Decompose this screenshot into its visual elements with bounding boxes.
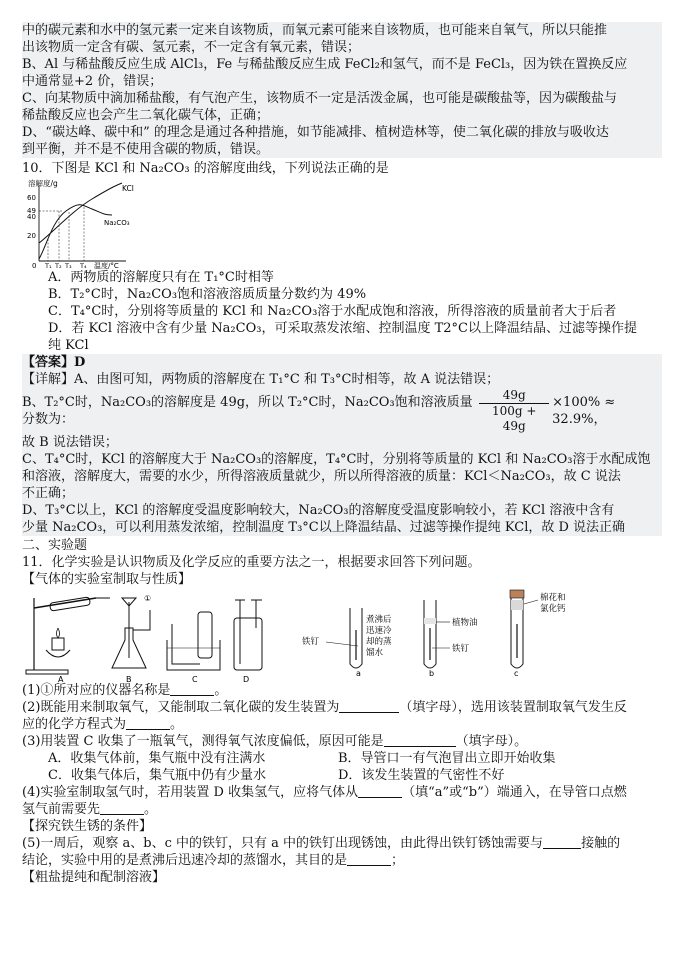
- q11-line-4c: [22, 801, 662, 818]
- y-tick-40: 40: [27, 213, 36, 221]
- explain-c-2: 和溶液，溶解度大，需要的水少，所得溶液质量就少，所以所得溶液的质量：KCl＜Na₂CO₃，故 C 说法: [22, 469, 621, 484]
- explain-d-2: 少量 Na₂CO₃，可以利用蒸发浓缩，控制温度 T₃°C以上降温结晶、过滤等操作提纯 KCl，故 D 说法正确: [22, 520, 626, 535]
- fraction-denominator: 100g + 49g: [492, 404, 537, 433]
- tube-c: c: [514, 669, 519, 678]
- text-line: 中通常显+2 价，错误；: [22, 74, 163, 89]
- q11-5-end: ；: [391, 853, 405, 868]
- q11-4-text-b: （填“a”或“b”）端通入，在导管口点燃: [402, 785, 627, 800]
- y-tick-60: 60: [27, 194, 36, 202]
- water-label-4: 馏水: [366, 648, 384, 658]
- apparatus-figure: [22, 588, 662, 682]
- oil-label: 植物油: [452, 618, 478, 628]
- option-b: B．T₂°C时，Na₂CO₃饱和溶液溶质质量分数约为 49%: [48, 287, 367, 302]
- tube-a: a: [356, 669, 361, 678]
- apparatus-c: [167, 612, 220, 682]
- sub-heading-rust: 【探究铁生锈的条件】: [22, 819, 153, 834]
- circle-label: ①: [144, 594, 152, 603]
- answer-blank-5[interactable]: [358, 785, 402, 798]
- label-a: A: [58, 675, 64, 682]
- q11-5-text: (5)一周后，观察 a、b、c 中的铁钉，只有 a 中的铁钉出现锈蚀，由此得出铁钉锈蚀需要与: [22, 836, 544, 851]
- text-line: 到平衡，并不是不使用含碳的物质，错误。: [22, 142, 270, 157]
- option-c: C．T₄°C时，分别将等质量的 KCl 和 Na₂CO₃溶于水配成饱和溶液，所得溶液的质量前者大于后者: [48, 304, 617, 319]
- q10-answer-block: [22, 354, 662, 536]
- kcl-curve: [39, 183, 122, 243]
- dashed-49-label: 49: [27, 207, 36, 215]
- explain-b-result: ×100% ≈ 32.9%，: [552, 395, 616, 427]
- sub-heading-salt: 【粗盐提纯和配制溶液】: [22, 870, 166, 885]
- fraction-numerator: 49g: [479, 388, 549, 404]
- explain-b: B、T₂°C时，Na₂CO₃的溶解度是 49g，所以 T₂°C时，Na₂CO₃饱和溶液质量分数为：: [22, 395, 473, 427]
- q11-2-text-c: 应的化学方程式为: [22, 717, 127, 732]
- label-d: D: [243, 675, 250, 682]
- fraction: [479, 388, 549, 434]
- option-d: D．若 KCl 溶液中含有少量 Na₂CO₃，可采取蒸发浓缩、控制温度 T2°C以上降温结晶、过滤等操作提: [48, 321, 637, 336]
- y-tick-0: 0: [32, 262, 37, 269]
- answer-blank-3[interactable]: [126, 717, 170, 730]
- cotton-label-1: 棉花和: [540, 593, 566, 603]
- x-tick-t1: T₁: [45, 262, 52, 269]
- q11-2-end: 。: [170, 717, 184, 732]
- explain-b-end: 故 B 说法错误；: [22, 435, 118, 450]
- q11-line-5: [22, 835, 662, 852]
- q11-4-end: 。: [144, 802, 158, 817]
- q11-3-option-c: C．收集气体后，集气瓶中仍有少量水: [48, 768, 266, 783]
- answer-blank-8[interactable]: [347, 853, 391, 866]
- sub-heading-gas: 【气体的实验室制取与性质】: [22, 572, 192, 587]
- document-page: [22, 22, 662, 886]
- explain-d: D、T₃°C以上，KCl 的溶解度受温度影响较大，Na₂CO₃的溶解度受温度影响较小，若 KCl 溶液中含有: [22, 503, 615, 518]
- answer-blank-1[interactable]: [170, 683, 214, 696]
- question-11-stem: 11．化学实验是认识物质及化学反应的重要方法之一，根据要求回答下列问题。: [22, 555, 481, 570]
- na2co3-label: Na₂CO₃: [104, 219, 130, 227]
- y-axis-label: 溶解度/g: [28, 179, 58, 188]
- nail-label: 铁钉: [302, 637, 320, 647]
- q11-1-end: 。: [214, 683, 228, 698]
- q11-4-text: (4)实验室制取氢气时，若用装置 D 收集氢气，应将气体从: [22, 785, 359, 800]
- x-axis-label: 温度/°C: [94, 262, 119, 269]
- q11-3-option-b: B．导管口一有气泡冒出立即开始收集: [338, 751, 556, 766]
- apparatus-svg: [22, 588, 662, 682]
- apparatus-d: [234, 600, 262, 682]
- water-label-2: 迅速冷: [366, 626, 392, 636]
- q11-5-text-c: 结论，实验中用的是煮沸后迅速冷却的蒸馏水，其目的是: [22, 853, 348, 868]
- solubility-chart: [22, 177, 662, 269]
- nail2-label: 铁钉: [452, 644, 470, 654]
- label-b: B: [126, 675, 132, 682]
- q11-4-text-c: 氢气前需要先: [22, 802, 101, 817]
- water-label-1: 煮沸后: [366, 615, 392, 625]
- text-line: 稀盐酸反应也会产生二氧化碳气体，正确；: [22, 108, 270, 123]
- text-line: 出该物质一定含有碳、氢元素，不一定含有氧元素，错误；: [22, 40, 361, 55]
- q11-3-option-d: D．该发生装置的气密性不好: [338, 768, 505, 783]
- x-tick-t4: T₄: [80, 262, 87, 269]
- q11-3-options-row2: [22, 767, 662, 784]
- explain-c: C、T₄°C时，KCl 的溶解度大于 Na₂CO₃的溶解度，T₄°C时，分别将等质量的 KCl 和 Na₂CO₃溶于水配成饱: [22, 452, 651, 467]
- explain-b-line: [22, 388, 662, 434]
- answer-blank-6[interactable]: [100, 802, 144, 815]
- q11-1-text: (1)①所对应的仪器名称是: [22, 683, 171, 698]
- q11-3-text: (3)用装置 C 收集了一瓶氧气，测得氧气浓度偏低，原因可能是: [22, 734, 384, 749]
- explain-a: 【详解】A、由图可知，两物质的溶解度在 T₁°C 和 T₃°C时相等，故 A 说法错误；: [22, 372, 500, 387]
- q11-line-3: [22, 733, 662, 750]
- label-c: C: [192, 675, 198, 682]
- option-a: A．两物质的溶解度只有在 T₁°C时相等: [48, 270, 274, 285]
- q11-line-4: [22, 784, 662, 801]
- q11-5-text-b: 接触的: [581, 836, 621, 851]
- q11-line-2c: [22, 716, 662, 733]
- cotton-label-2: 氯化钙: [540, 604, 566, 614]
- answer-blank-4[interactable]: [384, 734, 456, 747]
- water-label-3: 却的蒸: [366, 637, 392, 647]
- kcl-label: KCl: [122, 184, 134, 193]
- q11-3-options-row1: [22, 750, 662, 767]
- explain-c-3: 不正确；: [22, 486, 75, 501]
- answer-blank-7[interactable]: [543, 836, 581, 849]
- tube-b: b: [429, 669, 435, 678]
- text-line: D、“碳达峰、碳中和” 的理念是通过各种措施，如节能减排、植树造林等，使二氧化碳的排放与吸收达: [22, 125, 609, 140]
- q11-3-text-b: （填字母）。: [455, 734, 528, 749]
- apparatus-a: [26, 597, 110, 682]
- y-tick-20: 20: [27, 232, 36, 240]
- answer-label: 【答案】D: [22, 355, 86, 370]
- prev-explanation-block: [22, 22, 662, 158]
- text-line: B、Al 与稀盐酸反应生成 AlCl₃，Fe 与稀盐酸反应生成 FeCl₂和氢气，而不是 FeCl₃，因为铁在置换反应: [22, 57, 628, 72]
- x-tick-t2: T₂: [55, 262, 62, 269]
- answer-blank-2[interactable]: [339, 700, 399, 713]
- question-10-stem: 10．下图是 KCl 和 Na₂CO₃ 的溶解度曲线，下列说法正确的是: [22, 161, 389, 176]
- q11-line-5c: [22, 852, 662, 869]
- text-line: 中的碳元素和水中的氢元素一定来自该物质，而氧元素可能来自该物质，也可能来自氧气，所以只能推: [22, 23, 608, 38]
- q11-3-option-a: A．收集气体前，集气瓶中没有注满水: [48, 751, 266, 766]
- rust-experiment: [302, 590, 566, 678]
- x-tick-t3: T₃: [65, 262, 72, 269]
- apparatus-b: [112, 594, 151, 682]
- text-line: C、向某物质中滴加稀盐酸，有气泡产生，该物质不一定是活泼金属，也可能是碳酸盐等，因为碳酸盐与: [22, 91, 617, 106]
- q11-line-2: [22, 699, 662, 716]
- section-heading: 二、实验题: [22, 538, 88, 553]
- solubility-chart-svg: [22, 177, 162, 269]
- q11-line-1: [22, 682, 662, 699]
- q11-2-text: (2)既能用来制取氧气，又能制取二氧化碳的发生装置为: [22, 700, 340, 715]
- q11-2-text-b: （填字母），选用该装置制取氧气发生反: [399, 700, 627, 715]
- option-d-cont: 纯 KCl: [48, 338, 89, 353]
- na2co3-curve: [39, 205, 112, 259]
